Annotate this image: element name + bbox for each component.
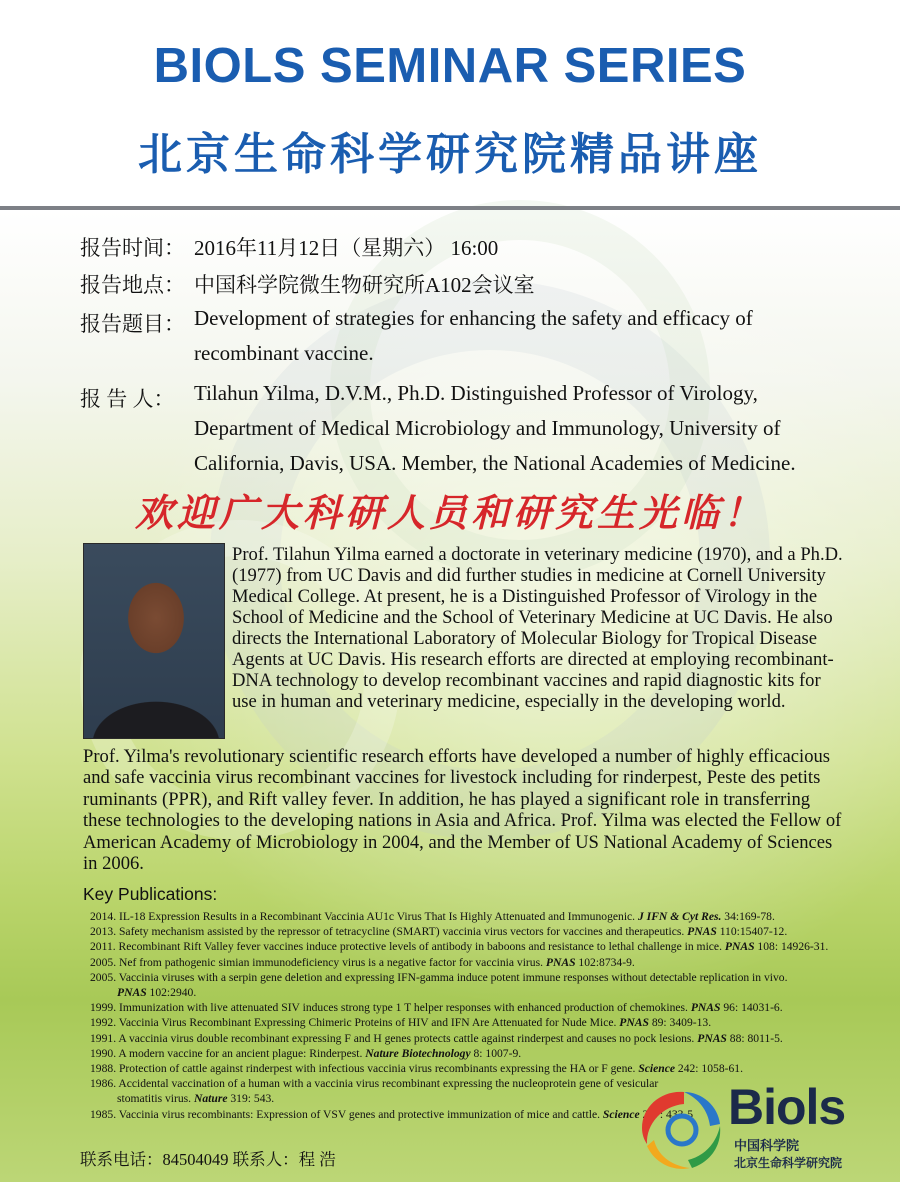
publication-journal: PNAS xyxy=(619,1016,649,1030)
publication-citation: 319: 543. xyxy=(227,1092,275,1106)
publication-item xyxy=(90,939,890,954)
topic-value: Development of strategies for enhancing the safety and efficacy of recombinant vaccine. xyxy=(194,306,753,365)
publication-citation: 89: 3409-13. xyxy=(648,1016,712,1030)
biols-logo-institute: 北京生命科学研究院 xyxy=(734,1156,843,1170)
publications-heading: Key Publications: xyxy=(83,884,218,904)
series-title-chinese: 北京生命科学研究院精品讲座 xyxy=(138,129,762,180)
publication-item xyxy=(90,1015,890,1030)
publication-item xyxy=(90,1061,890,1076)
publication-journal: Nature xyxy=(193,1092,228,1106)
publication-journal: PNAS xyxy=(724,940,755,954)
publication-text: 1986. Accidental vaccination of a human with a vaccinia virus recombinant expressing the nucleoprotein gene of vesicular xyxy=(90,1077,659,1091)
publication-item xyxy=(90,1031,890,1046)
publication-item xyxy=(90,909,890,924)
publication-text: 2014. IL-18 Expression Results in a Recombinant Vaccinia AU1c Virus That Is Highly Attenuated and Immunogenic. xyxy=(90,910,638,923)
publication-journal: Science xyxy=(602,1107,640,1121)
publication-citation: 34:169-78. xyxy=(721,910,775,923)
place-value: 中国科学院微生物研究所A102会议室 xyxy=(194,273,535,297)
publication-citation: 102:8734-9. xyxy=(575,955,635,969)
publication-item xyxy=(90,985,890,1000)
biols-logo-text: Biols xyxy=(728,1079,846,1135)
place-label: 报告地点： xyxy=(80,273,185,297)
bio-paragraph: Prof. Yilma's revolutionary scientific research efforts have developed a number of highly efficacious and safe vaccinia virus recombinant vaccines for livestock including for rinderpest, Peste des petits ruminants (PPR), and Rift valley fever. In addition, he has played a significant role in transferring these technologies to the developing nations in Asia and Africa. Prof. Yilma was elected the Fellow of American Academy of Microbiology in 2004, and the Member of US National Academy of Sciences in 2006. xyxy=(83,746,842,875)
biols-logo-icon xyxy=(632,1084,732,1174)
publication-citation: 242: 1058-61. xyxy=(675,1062,743,1076)
publication-item xyxy=(90,1000,890,1015)
publication-text: 1990. A modern vaccine for an ancient plague: Rinderpest. xyxy=(90,1046,366,1060)
time-value: 2016年11月12日（星期六） 16:00 xyxy=(194,236,499,260)
topic-label: 报告题目： xyxy=(80,312,185,336)
biols-logo xyxy=(632,1078,872,1178)
publication-text: 2005. Nef from pathogenic simian immunodeficiency virus is a negative factor for vaccinia virus. xyxy=(90,955,546,969)
publication-citation: 227: 433-5 xyxy=(639,1107,694,1121)
publication-citation: 108: 14926-31. xyxy=(754,940,829,954)
series-title-english: BIOLS SEMINAR SERIES xyxy=(153,39,747,93)
publication-journal: Science xyxy=(638,1062,676,1076)
bio-paragraph: Prof. Tilahun Yilma earned a doctorate in veterinary medicine (1970), and a Ph.D. (1977) from UC Davis and did further studies in medicine at Cornell University Medical College. At present, he is a Distinguished Professor of Virology in the School of Medicine and the School of Veterinary Medicine at UC Davis. He also directs the International Laboratory of Molecular Biology for Tropical Disease Agents at UC Davis. His research efforts are directed at employing recombinant-DNA technology to develop recombinant vaccines and rapid diagnostic kits for use in human and veterinary medicine, especially in the developing world. xyxy=(232,544,843,712)
publication-text: 1992. Vaccinia Virus Recombinant Expressing Chimeric Proteins of HIV and IFN Are Attenuated for Nude Mice. xyxy=(90,1016,620,1030)
publication-citation: 8: 1007-9. xyxy=(470,1046,522,1060)
publication-journal: PNAS xyxy=(697,1031,727,1045)
publication-item xyxy=(90,1046,890,1061)
welcome-banner: 欢迎广大科研人员和研究生光临！ xyxy=(134,490,765,535)
publication-journal: PNAS xyxy=(545,955,576,969)
publication-text: 2011. Recombinant Rift Valley fever vaccines induce protective levels of antibody in baboons and resistance to lethal challenge in mice. xyxy=(90,940,725,954)
speaker-photo xyxy=(83,543,225,739)
biols-logo-cas: 中国科学院 xyxy=(734,1139,800,1154)
publication-journal: PNAS xyxy=(690,1001,721,1015)
contact-line: 联系电话：84504049 联系人：程 浩 xyxy=(80,1150,336,1169)
publication-item xyxy=(90,924,890,939)
publication-journal: J IFN & Cyt Res. xyxy=(637,910,722,923)
publication-text: 1991. A vaccinia virus double recombinant expressing F and H genes protects cattle against rinderpest and causes no pock lesions. xyxy=(90,1031,698,1045)
publication-item xyxy=(90,955,890,970)
publication-citation: 102:2940. xyxy=(146,986,197,1000)
speaker-value: Tilahun Yilma, D.V.M., Ph.D. Distinguished Professor of Virology, Department of Medical Microbiology and Immunology, University of California, Davis, USA. Member, the National Academies of Medicine. xyxy=(194,381,796,475)
publication-journal: PNAS xyxy=(687,925,717,939)
publication-text: 1988. Protection of cattle against rinderpest with infectious vaccinia virus recombinants expressing the HA or F gene. xyxy=(90,1062,639,1076)
header-divider xyxy=(0,206,900,210)
publication-citation: 110:15407-12. xyxy=(716,925,788,939)
publication-journal: PNAS xyxy=(117,986,147,1000)
publication-item xyxy=(90,970,890,985)
publication-text: stomatitis virus. xyxy=(117,1092,194,1106)
publication-text: 1985. Vaccinia virus recombinants: Expression of VSV genes and protective immunization of mice and cattle. xyxy=(90,1107,603,1121)
publication-text: 2005. Vaccinia viruses with a serpin gene deletion and expressing IFN-gamma induce potent immune responses without detectable replication in vivo. xyxy=(90,970,788,984)
publication-citation: 88: 8011-5. xyxy=(726,1031,783,1045)
publication-citation: 96: 14031-6. xyxy=(720,1001,783,1015)
time-label: 报告时间： xyxy=(80,236,185,260)
publication-text: 1999. Immunization with live attenuated SIV induces strong type 1 T helper responses with enhanced production of chemokines. xyxy=(90,1001,691,1015)
publication-text: 2013. Safety mechanism assisted by the repressor of tetracycline (SMART) vaccinia virus vectors for vaccines and therapeutics. xyxy=(90,925,688,939)
speaker-label: 报 告 人： xyxy=(80,387,175,411)
publication-journal: Nature Biotechnology xyxy=(365,1046,471,1060)
